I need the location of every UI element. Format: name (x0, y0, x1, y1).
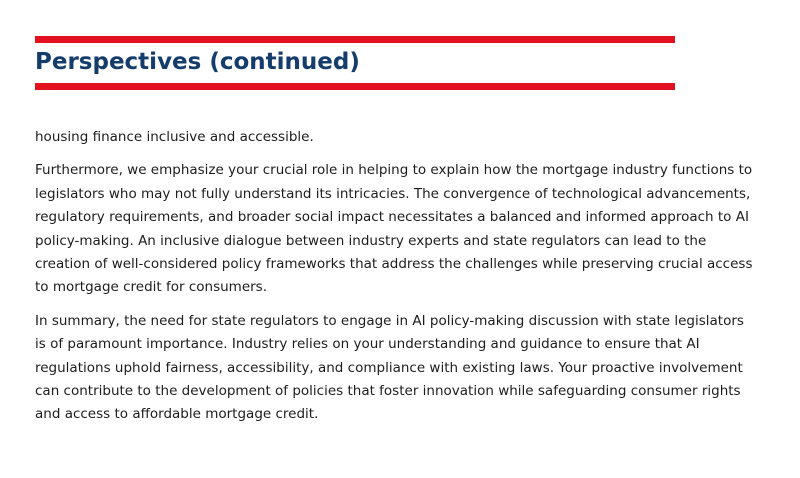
body-content (35, 126, 755, 437)
header-top-rule (35, 36, 675, 43)
paragraph-continuation: housing finance inclusive and accessible. (35, 129, 314, 145)
paragraph-furthermore: Furthermore, we emphasize your crucial role in helping to explain how the mortgage industry functions to legislators who may not fully understand its intricacies. The convergence of technological advancements, regulatory requirements, and broader social impact necessitates a balanced and informed approach to AI policy-making. An inclusive dialogue between industry experts and state regulators can lead to the creation of well-considered policy frameworks that address the challenges while preserving crucial access to mortgage credit for consumers. (35, 162, 753, 296)
page-title: Perspectives (continued) (35, 49, 360, 75)
paragraph-summary: In summary, the need for state regulators to engage in AI policy-making discussion with state legislators is of paramount importance. Industry relies on your understanding and guidance to ensure that AI regulations uphold fairness, accessibility, and compliance with existing laws. Your proactive involvement can contribute to the development of policies that foster innovation while safeguarding consumer rights and access to affordable mortgage credit. (35, 312, 744, 423)
header-bottom-rule (35, 83, 675, 90)
